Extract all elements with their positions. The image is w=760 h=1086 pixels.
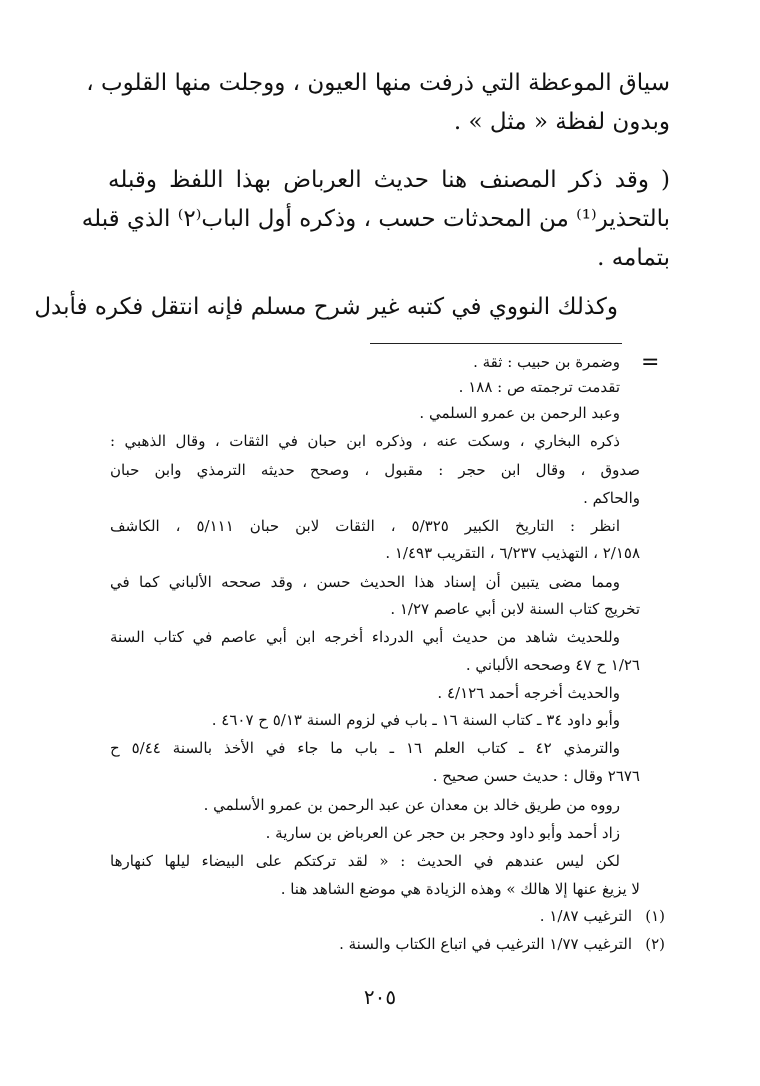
commentary-line: والحديث أخرجه أحمد ٤/١٢٦ . <box>437 684 620 702</box>
main-line-2: وبدون لفظة « مثل » . <box>453 109 670 135</box>
main-line-6: وكذلك النووي في كتبه غير شرح مسلم فإنه انتقل فكره فأبدل <box>34 294 618 320</box>
main-line-4: بالتحذير⁽¹⁾ من المحدثات حسب ، وذكره أول الباب⁽٢⁾ الذي قبله <box>81 206 670 232</box>
main-line-1: سياق الموعظة التي ذرفت منها العيون ، ووجلت منها القلوب ، <box>86 70 670 96</box>
commentary-line: وعبد الرحمن بن عمرو السلمي . <box>419 404 620 422</box>
commentary-line: ذكره البخاري ، وسكت عنه ، وذكره ابن حبان في الثقات ، وقال الذهبي : <box>110 432 620 450</box>
continuation-mark: = <box>641 350 660 375</box>
footnote-text-2: الترغيب ١/٧٧ الترغيب في اتباع الكتاب والسنة . <box>339 935 632 953</box>
commentary-line: ومما مضى يتبين أن إسناد هذا الحديث حسن ، وقد صححه الألباني كما في <box>110 573 620 591</box>
commentary-line: لكن ليس عندهم في الحديث : « لقد تركتكم على البيضاء ليلها كنهارها <box>110 852 620 870</box>
commentary-line: وأبو داود ٣٤ ـ كتاب السنة ١٦ ـ باب في لزوم السنة ٥/١٣ ح ٤٦٠٧ . <box>211 711 620 729</box>
commentary-line: لا يزيغ عنها إلا هالك » وهذه الزيادة هي موضع الشاهد هنا . <box>280 880 640 898</box>
commentary-line: وضمرة بن حبيب : ثقة . <box>473 353 620 371</box>
commentary-line: ١/٢٦ ح ٤٧ وصححه الألباني . <box>465 656 640 674</box>
commentary-line: تقدمت ترجمته ص : ١٨٨ . <box>458 378 620 396</box>
commentary-line: رووه من طريق خالد بن معدان عن عبد الرحمن بن عمرو الأسلمي . <box>203 796 620 814</box>
main-line-5: بتمامه . <box>597 245 670 271</box>
main-line-3: ( وقد ذكر المصنف هنا حديث العرباض بهذا اللفظ وقبله <box>108 167 670 193</box>
commentary-line: والترمذي ٤٢ ـ كتاب العلم ١٦ ـ باب ما جاء في الأخذ بالسنة ٥/٤٤ ح <box>110 739 621 757</box>
footnote-separator <box>370 343 622 344</box>
footnote-text-1: الترغيب ١/٨٧ . <box>539 907 632 925</box>
commentary-line: ٢/١٥٨ ، التهذيب ٦/٢٣٧ ، التقريب ١/٤٩٣ . <box>385 544 640 562</box>
commentary-line: والحاكم . <box>583 489 640 507</box>
commentary-line: انظر : التاريخ الكبير ٥/٣٢٥ ، الثقات لابن حبان ٥/١١١ ، الكاشف <box>110 517 620 535</box>
page-number: ٢٠٥ <box>363 985 397 1009</box>
commentary-line: وللحديث شاهد من حديث أبي الدرداء أخرجه ابن أبي عاصم في كتاب السنة <box>110 628 620 646</box>
commentary-line: تخريج كتاب السنة لابن أبي عاصم ١/٢٧ . <box>390 600 640 618</box>
footnote-number-2: (٢) <box>645 935 665 953</box>
commentary-line: ٢٦٧٦ وقال : حديث حسن صحيح . <box>432 767 640 785</box>
commentary-line: صدوق ، وقال ابن حجر : مقبول ، وصحح حديثه الترمذي وابن حبان <box>110 461 640 479</box>
commentary-line: زاد أحمد وأبو داود وحجر بن حجر عن العرباض بن سارية . <box>265 824 620 842</box>
footnote-number-1: (١) <box>645 907 665 925</box>
